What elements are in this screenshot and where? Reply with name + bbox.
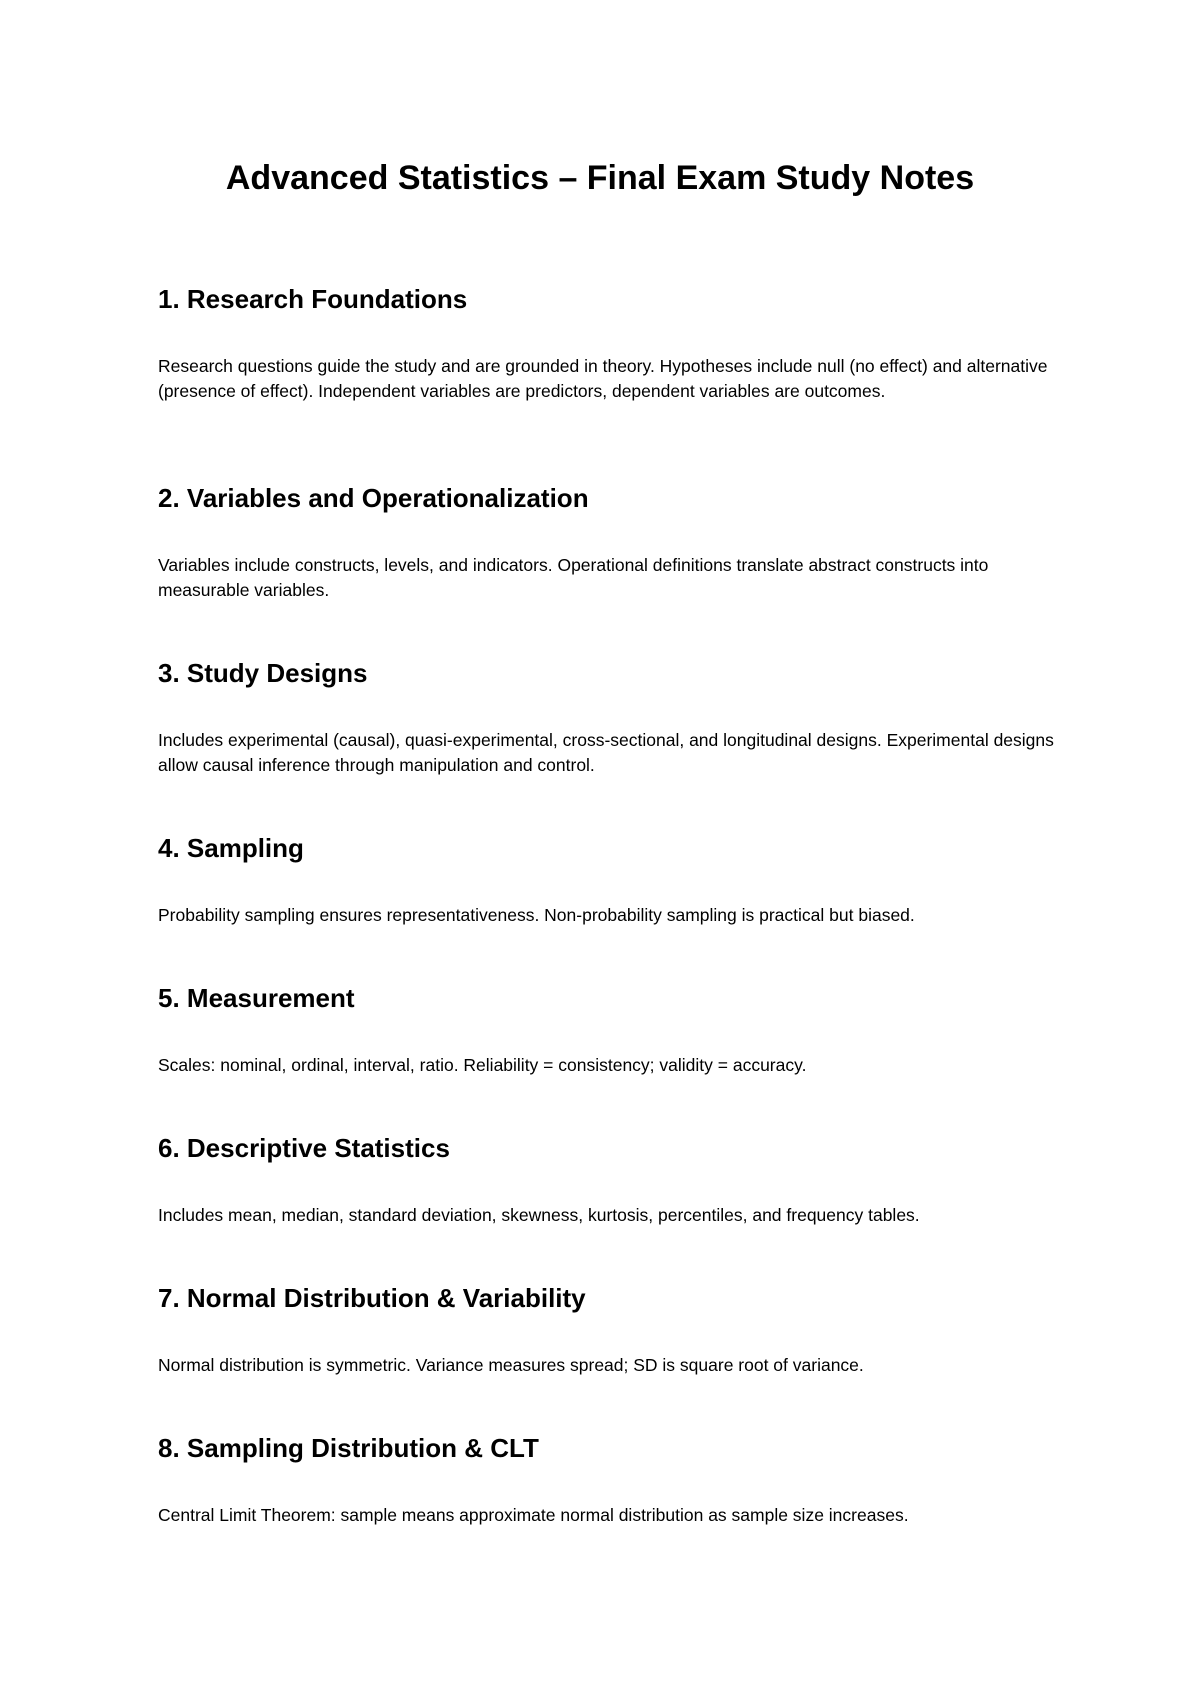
section-heading: 1. Research Foundations (158, 284, 468, 314)
section-heading: 8. Sampling Distribution & CLT (158, 1433, 539, 1463)
section-normal-distribution (158, 1283, 1058, 1378)
section-body: Central Limit Theorem: sample means approximate normal distribution as sample size increases. (158, 1505, 909, 1525)
section-body: Normal distribution is symmetric. Variance measures spread; SD is square root of variance. (158, 1355, 864, 1375)
section-heading: 2. Variables and Operationalization (158, 483, 589, 513)
section-heading: 4. Sampling (158, 833, 304, 863)
section-heading: 6. Descriptive Statistics (158, 1133, 450, 1163)
section-heading: 5. Measurement (158, 983, 355, 1013)
section-body: Variables include constructs, levels, and indicators. Operational definitions translate abstract constructs into measurable variables. (158, 555, 989, 600)
section-body: Probability sampling ensures representativeness. Non-probability sampling is practical but biased. (158, 905, 915, 925)
section-body: Includes experimental (causal), quasi-experimental, cross-sectional, and longitudinal designs. Experimental designs allow causal inference through manipulation and control. (158, 730, 1054, 775)
section-sampling-distribution-clt (158, 1433, 1058, 1528)
section-descriptive-statistics (158, 1133, 1058, 1228)
section-heading: 3. Study Designs (158, 658, 368, 688)
section-measurement (158, 983, 1058, 1078)
section-heading: 7. Normal Distribution & Variability (158, 1283, 586, 1313)
section-research-foundations (158, 284, 1058, 404)
section-body: Scales: nominal, ordinal, interval, ratio. Reliability = consistency; validity = accuracy. (158, 1055, 807, 1075)
section-study-designs (158, 658, 1058, 778)
section-body: Includes mean, median, standard deviation, skewness, kurtosis, percentiles, and frequency tables. (158, 1205, 920, 1225)
section-variables-operationalization (158, 483, 1058, 603)
section-body: Research questions guide the study and are grounded in theory. Hypotheses include null (no effect) and alternative (presence of effect). Independent variables are predictors, dependent variables are outcomes. (158, 356, 1048, 401)
section-sampling (158, 833, 1058, 928)
document-title: Advanced Statistics – Final Exam Study Notes (225, 159, 975, 197)
